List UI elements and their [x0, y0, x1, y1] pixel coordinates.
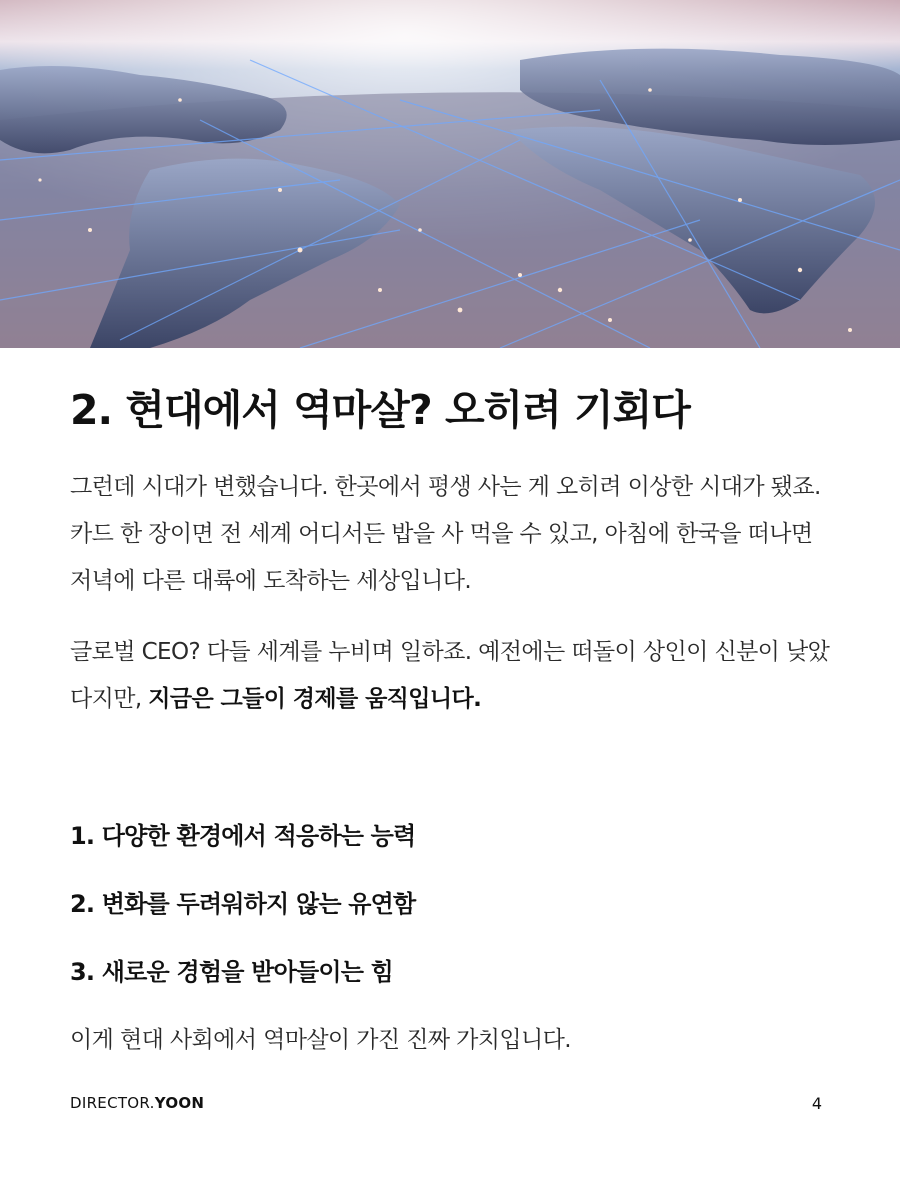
list-item-3: 3. 새로운 경험을 받아들이는 힘	[70, 958, 394, 986]
section-heading: 2. 현대에서 역마살? 오히려 기회다	[70, 386, 690, 434]
brand-name: YOON	[154, 1094, 205, 1112]
list-item-1: 1. 다양한 환경에서 적응하는 능력	[70, 822, 416, 850]
page-number: 4	[811, 1094, 822, 1113]
footer-brand	[70, 1094, 204, 1112]
paragraph-2-lead: 글로벌 CEO? 다들 세계를 누비며 일하죠. 예전에는 떠돌이 상인이 신분이 낮았다지만,	[70, 639, 830, 712]
article-section	[70, 378, 840, 442]
paragraph-2-emphasis: 지금은 그들이 경제를 움직입니다.	[148, 686, 482, 712]
paragraph-1: 그런데 시대가 변했습니다. 한곳에서 평생 사는 게 오히려 이상한 시대가 됐죠. 카드 한 장이면 전 세계 어디서든 밥을 사 먹을 수 있고, 아침에 한국을 떠나면 저녁에 다른 대륙에 도착하는 세상입니다.	[70, 474, 821, 594]
list-item-2: 2. 변화를 두려워하지 않는 유연함	[70, 890, 416, 918]
brand-prefix: DIRECTOR.	[70, 1094, 155, 1112]
hero-image-world-map	[0, 0, 900, 348]
closing-line: 이게 현대 사회에서 역마살이 가진 진짜 가치입니다.	[70, 1027, 571, 1053]
paragraph-2	[70, 629, 840, 723]
